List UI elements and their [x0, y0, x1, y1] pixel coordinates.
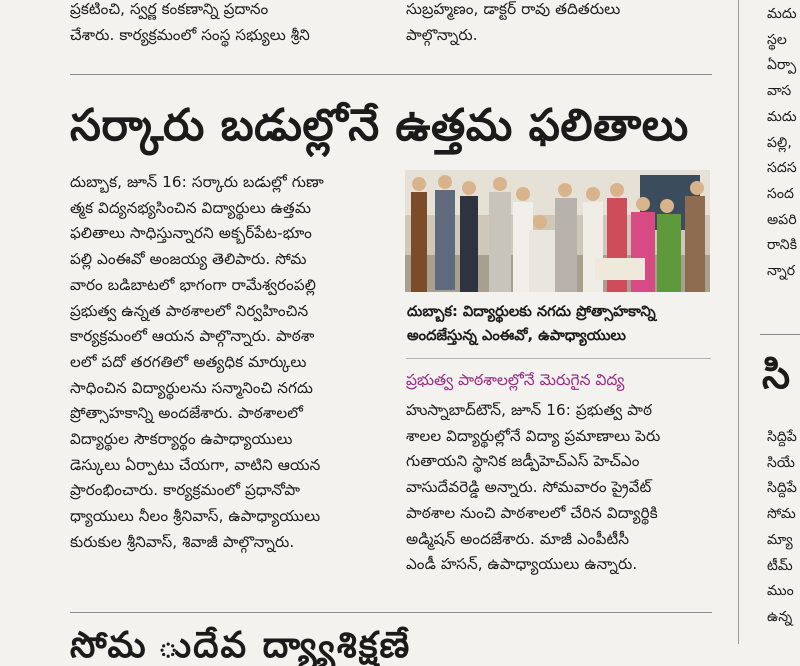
caption-line: దుబ్బాక: విద్యార్థులకు నగదు ప్రోత్సాహకాన్ని: [407, 303, 656, 320]
text-line: ఉన్న: [767, 608, 793, 625]
story-1-body: [70, 170, 324, 556]
text-line: ప్రకటించి, స్వర్ణ కంకణాన్ని ప్రదానం: [70, 0, 269, 18]
text-line: టీమ్: [767, 557, 793, 574]
text-line: ప్రభుత్వ ఉన్నత పాఠశాలలో నిర్వహించిన: [70, 301, 309, 320]
story-2-subheading: ప్రభుత్వ పాఠశాలల్లోనే మెరుగైన విద్య: [406, 371, 625, 389]
text-line: దుబ్బాక, జూన్ 16: సర్కారు బడుల్లో గుణా: [70, 173, 324, 191]
text-line: విద్యార్థుల సౌకర్యార్థం ఉపాధ్యాయులు: [70, 430, 293, 449]
column-divider: [738, 0, 739, 644]
text-line: ప్రోత్సాహకాన్ని అందజేశారు. పాఠశాలలో: [70, 404, 303, 423]
text-line: చేశారు. కార్యక్రమంలో సంస్థ సభ్యులు శ్రీని: [70, 25, 310, 44]
text-line: పల్లి ఎంఈవో అంజయ్య తెలిపారు. సోమ: [70, 250, 307, 269]
text-line: సంద: [767, 185, 795, 202]
text-line: స్థల: [767, 31, 787, 48]
caption-line: అందజేస్తున్న ఎంఈవో, ఉపాధ్యాయులు: [407, 327, 626, 344]
text-line: కార్యక్రమంలో ఆయన పాల్గొన్నారు. పాఠశా: [70, 327, 315, 346]
text-line: మదు: [767, 6, 797, 22]
text-line: సోమ: [767, 506, 796, 523]
text-line: సదస: [767, 160, 797, 177]
text-line: ఎండీ హసన్, ఉపాధ్యాయులు ఉన్నారు.: [406, 555, 638, 574]
news-photo: [405, 170, 710, 292]
edge-column-upper: [767, 2, 800, 285]
text-line: శాలల విద్యార్థుల్లోనే విద్యా ప్రమాణాలు పెరు: [406, 426, 661, 445]
text-line: అపరి: [767, 211, 797, 228]
text-line: ధ్యాయులు నీలం శ్రీనివాస్, ఉపాధ్యాయులు: [70, 507, 321, 526]
top-divider: [70, 74, 712, 75]
text-line: వారం బడిబాటలో భాగంగా రామేశ్వరంపల్లి: [70, 275, 316, 294]
text-line: వాస: [767, 83, 792, 100]
text-line: ఏర్పా: [767, 57, 797, 74]
caption-divider: [406, 358, 711, 359]
edge-divider: [760, 334, 800, 335]
bottom-divider: [70, 612, 712, 613]
photo-caption: [407, 300, 656, 348]
text-line: లలో పదో తరగతిలో అత్యధిక మార్కులు: [70, 352, 307, 371]
group-photo-illustration: [405, 170, 710, 292]
text-line: గుతాయని స్థానిక జడ్పీహెచ్‌ఎస్ హెచ్‌ఎం: [406, 452, 640, 471]
story-2-body: [406, 398, 660, 578]
headline: సర్కారు బడుల్లోనే ఉత్తమ ఫలితాలు: [70, 100, 689, 151]
text-line: త్మక విద్యనభ్యసించిన విద్యార్థులు ఉత్తమ: [70, 198, 312, 217]
text-line: మదు: [767, 108, 797, 125]
top-right-column: [406, 0, 620, 48]
text-line: ప్రారంభించారు. కార్యక్రమంలో ప్రధానోపా: [70, 481, 301, 500]
text-line: న్నార: [767, 263, 796, 280]
text-line: అడ్మిషన్ అందజేశారు. మాజీ ఎంపీటీసీ: [406, 529, 630, 548]
text-line: పాల్గొన్నారు.: [406, 25, 478, 44]
text-line: వాసుదేవరెడ్డి అన్నారు. సోమవారం ప్రైవేట్: [406, 478, 652, 497]
text-line: సియే: [767, 454, 796, 471]
text-line: కురుకుల శ్రీనివాస్, శివాజీ పాల్గొన్నారు.: [70, 532, 295, 551]
text-line: పల్లి,: [767, 134, 792, 151]
edge-column-heading: సి: [762, 352, 791, 398]
text-line: పాఠశాల నుంచి పాఠశాలలో చేరిన విద్యార్థికి: [406, 503, 658, 522]
text-line: సాధించిన విద్యార్థులను సన్మానించి నగదు: [70, 378, 314, 397]
next-headline-cropped: సోమ ుదేవ ద్య్యాశిక్షణే: [70, 625, 412, 666]
text-line: సుబ్రహ్మణం, డాక్టర్ రావు తదితరులు: [406, 0, 621, 18]
text-line: సిద్దిపే: [767, 480, 797, 497]
top-left-column: [70, 0, 310, 48]
edge-column-lower: [767, 425, 800, 631]
text-line: హుస్నాబాద్‌టౌన్, జూన్ 16: ప్రభుత్వ పాఠ: [406, 401, 653, 419]
text-line: ఫలితాలు సాధిస్తున్నారని అక్బర్‌పేట-భూం: [70, 224, 312, 243]
text-line: రానికి: [767, 237, 798, 254]
text-line: మ్యా: [767, 531, 793, 548]
text-line: ముం: [767, 583, 794, 600]
text-line: డెస్కులు ఏర్పాటు చేయగా, వాటిని ఆయన: [70, 455, 321, 474]
text-line: సిద్దిపే: [767, 429, 797, 445]
